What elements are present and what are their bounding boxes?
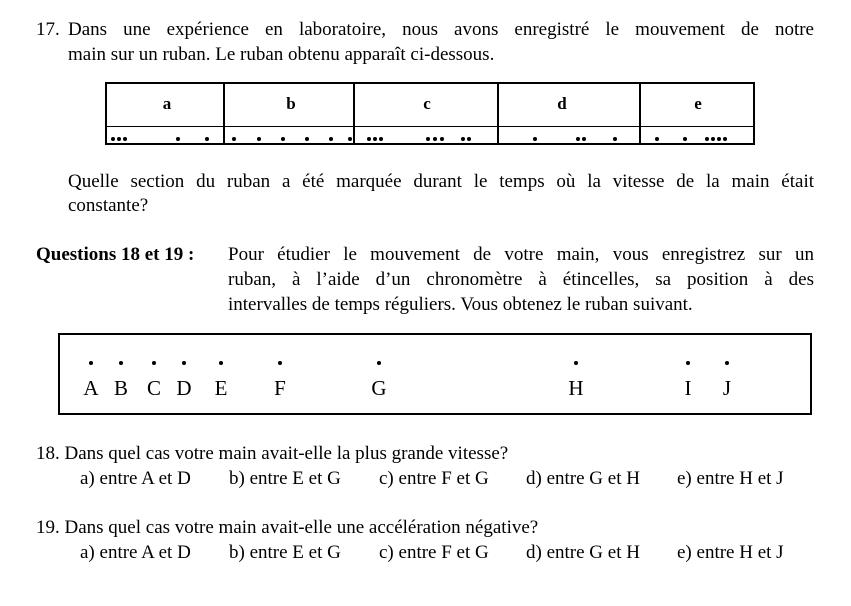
tape1-dot	[440, 137, 444, 141]
tape1-dot	[576, 137, 580, 141]
tape1-dot	[117, 137, 121, 141]
tape2-point-label: E	[214, 376, 228, 400]
tape1-section-label: a	[162, 94, 172, 113]
tape2-dot	[574, 361, 578, 365]
tape1-dot	[123, 137, 127, 141]
q18-choice-e: e) entre H et J	[677, 468, 784, 489]
q19-text: 19. Dans quel cas votre main avait-elle une accélération négative?	[36, 517, 539, 538]
tape1-divider	[223, 84, 225, 143]
q19-choice-b: b) entre E et G	[229, 542, 341, 563]
tape1-dot	[655, 137, 659, 141]
tape1-dot	[281, 137, 285, 141]
tape2-dot	[182, 361, 186, 365]
q18-choice-d: d) entre G et H	[526, 468, 640, 489]
tape1-dot	[582, 137, 586, 141]
tape1-dot	[373, 137, 377, 141]
tape1-dot	[717, 137, 721, 141]
q17-question-line1: Quelle section du ruban a été marquée durant le temps où la vitesse de la main était	[68, 171, 814, 192]
tape1-dot	[705, 137, 709, 141]
tape1-dot	[329, 137, 333, 141]
tape1-dot	[426, 137, 430, 141]
tape1-midline	[107, 126, 753, 127]
tape1-dot	[205, 137, 209, 141]
tape1-dot	[467, 137, 471, 141]
q17-question-line2: constante?	[68, 195, 149, 216]
tape1-dot	[533, 137, 537, 141]
tape1-dot	[232, 137, 236, 141]
ticker-tape-1	[105, 82, 755, 145]
q18-choice-a: a) entre A et D	[80, 468, 191, 489]
q1819-heading: Questions 18 et 19 :	[36, 244, 195, 265]
q1819-intro-line1: Pour étudier le mouvement de votre main, vous enregistrez sur un	[228, 244, 814, 265]
tape1-dot	[711, 137, 715, 141]
tape1-dot	[683, 137, 687, 141]
q19-choice-d: d) entre G et H	[526, 542, 640, 563]
tape1-dot	[111, 137, 115, 141]
tape1-dot	[723, 137, 727, 141]
tape2-point-label: C	[146, 376, 162, 400]
q19-choice-c: c) entre F et G	[379, 542, 489, 563]
tape1-dot	[348, 137, 352, 141]
tape1-dot	[257, 137, 261, 141]
tape2-dot	[686, 361, 690, 365]
tape2-point-label: H	[568, 376, 584, 400]
tape2-point-label: B	[113, 376, 129, 400]
tape1-divider	[353, 84, 355, 143]
tape1-divider	[639, 84, 641, 143]
tape1-dot	[176, 137, 180, 141]
tape1-dot	[613, 137, 617, 141]
tape1-section-label: d	[557, 94, 567, 113]
q1819-intro-line3: intervalles de temps réguliers. Vous obtenez le ruban suivant.	[228, 294, 693, 315]
tape1-dot	[379, 137, 383, 141]
tape1-section-label: e	[694, 94, 702, 113]
tape2-dot	[219, 361, 223, 365]
tape1-section-label: b	[286, 94, 296, 113]
q19-choice-a: a) entre A et D	[80, 542, 191, 563]
tape1-section-label: c	[423, 94, 431, 113]
q17-line1: Dans une expérience en laboratoire, nous avons enregistré le mouvement de notre	[68, 19, 814, 40]
tape2-dot	[725, 361, 729, 365]
tape2-point-label: G	[371, 376, 387, 400]
tape1-divider	[497, 84, 499, 143]
tape2-point-label: J	[722, 376, 732, 400]
tape2-point-label: A	[83, 376, 99, 400]
tape2-dot	[119, 361, 123, 365]
tape2-point-label: F	[274, 376, 286, 400]
q18-choice-b: b) entre E et G	[229, 468, 341, 489]
tape2-dot	[377, 361, 381, 365]
tape2-dot	[89, 361, 93, 365]
q18-text: 18. Dans quel cas votre main avait-elle la plus grande vitesse?	[36, 443, 509, 464]
tape2-dot	[152, 361, 156, 365]
tape1-dot	[305, 137, 309, 141]
ticker-tape-2	[58, 333, 812, 415]
q1819-intro-line2: ruban, à l’aide d’un chronomètre à étincelles, sa position à des	[228, 269, 814, 290]
tape2-point-label: I	[684, 376, 692, 400]
tape2-dot	[278, 361, 282, 365]
q18-choice-c: c) entre F et G	[379, 468, 489, 489]
tape1-dot	[367, 137, 371, 141]
tape1-dot	[461, 137, 465, 141]
q17-number: 17.	[36, 19, 60, 40]
tape1-dot	[433, 137, 437, 141]
tape2-point-label: D	[176, 376, 192, 400]
q17-line2: main sur un ruban. Le ruban obtenu apparaît ci-dessous.	[68, 44, 495, 65]
q19-choice-e: e) entre H et J	[677, 542, 784, 563]
